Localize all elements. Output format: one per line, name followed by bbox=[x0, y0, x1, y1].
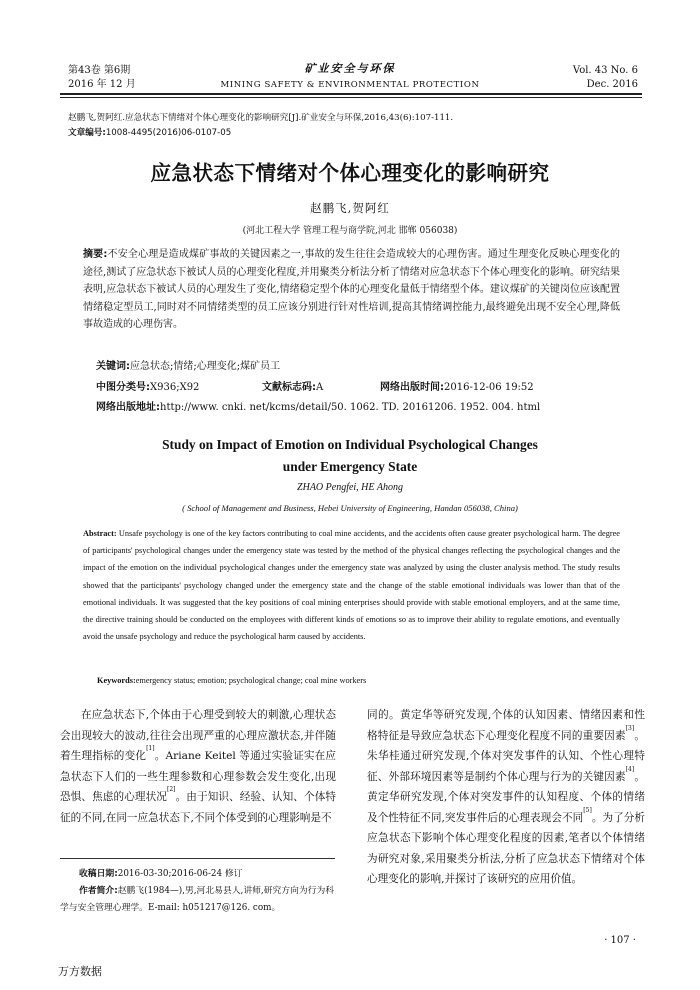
received-label: 收稿日期: bbox=[79, 869, 118, 879]
date-cn: 2016 年 12 月 bbox=[68, 79, 136, 90]
doc-code-value: A bbox=[316, 382, 324, 393]
received-value: 2016-03-30;2016-06-24 修订 bbox=[117, 869, 243, 879]
footnote bbox=[60, 866, 336, 917]
abstract-en bbox=[83, 525, 620, 645]
journal-name-cn: 矿业安全与环保 bbox=[304, 62, 396, 75]
header-rule-thin bbox=[60, 97, 642, 98]
article-number-label: 文章编号: bbox=[68, 128, 106, 138]
keywords-en-label: Keywords: bbox=[97, 676, 136, 685]
doc-code-label: 文献标志码: bbox=[262, 382, 316, 393]
ref-3[interactable]: [3] bbox=[625, 724, 635, 732]
ref-2[interactable]: [2] bbox=[167, 786, 176, 793]
title-en bbox=[0, 434, 700, 478]
authors-en: ZHAO Pengfei, HE Ahong bbox=[297, 482, 403, 493]
title-en-line1: Study on Impact of Emotion on Individual Psychological Changes bbox=[162, 437, 538, 452]
abstract-en-label: Abstract: bbox=[83, 529, 117, 538]
author-bio-label: 作者简介: bbox=[79, 886, 118, 896]
online-pub-time bbox=[380, 378, 534, 393]
header-volume-en bbox=[573, 64, 638, 92]
affiliation-en: ( School of Management and Business, Hebei University of Engineering, Handan 056038, China) bbox=[182, 503, 518, 513]
doc-code bbox=[262, 378, 323, 393]
author-bio-value: 赵鹏飞(1984—),男,河北易县人,讲师,研究方向为行为科学与安全管理心理学。E-mail: h051217@126. com。 bbox=[60, 886, 335, 913]
ref-4[interactable]: [4] bbox=[625, 765, 635, 773]
abstract-cn-label: 摘要: bbox=[83, 249, 108, 260]
clc-label: 中图分类号: bbox=[96, 382, 150, 393]
volume-issue-en: Vol. 43 No. 6 bbox=[572, 65, 638, 76]
ref-5[interactable]: [5] bbox=[583, 806, 592, 814]
watermark: 万方数据 bbox=[58, 965, 102, 978]
abstract-en-text: Unsafe psychology is one of the key factors contributing to coal mine accidents, and the accidents often cause greater psychological harm. The degree of participants' psychological changes under the emergency state was tested by the method of the physical changes reflecting the psychological changes and the impact of the emotion on the individual psychological changes under the emergency state was analyzed by using the cluster analysis method. The study results showed that the participants' psychology changed under the emergency state and the change of the stable emotional individuals was lower than that of the emotional individuals. It was suggested that the key positions of coal mining enterprises should provide with stable emotional employers, and at the same time, the directive training should be conducted on the employees with different kinds of emotions so as to improve their ability to regulate emotions, and eventually avoid the unsafe psychology and reduce the psychological harm caused by accidents. bbox=[83, 529, 620, 642]
clc-value: X936;X92 bbox=[150, 382, 200, 393]
journal-name-en: MINING SAFETY & ENVIRONMENTAL PROTECTION bbox=[220, 80, 480, 90]
author-bio bbox=[60, 883, 336, 917]
online-pub-time-label: 网络出版时间: bbox=[380, 382, 444, 393]
online-pub-url bbox=[96, 398, 540, 413]
keywords-en-text: emergency status; emotion; psychological change; coal mine workers bbox=[135, 676, 367, 685]
keywords-cn-label: 关键词: bbox=[96, 361, 130, 372]
authors-cn: 赵鹏飞,贺阿红 bbox=[310, 201, 390, 215]
keywords-cn bbox=[96, 357, 280, 372]
footnote-rule bbox=[60, 858, 335, 859]
ref-1[interactable]: [1] bbox=[146, 745, 155, 752]
article-number-value: 1008-4495(2016)06-0107-05 bbox=[105, 128, 232, 138]
keywords-en bbox=[97, 676, 366, 685]
body-column-left: 在应急状态下,个体由于心理受到较大的刺激,心理状态会出现较大的波动,往往会出现严重的心理应激状态,并伴随着生理指标的变化[1]。Ariane Keitel 等通过实验证实在应急状态下人们的一些生理参数和心理参数会发生变化,出现恐惧、焦虑的心理状况[2]。由于知识、经验、认知、个体特征的不同,在同一应急状态下,不同个体受到的心理影响是不 bbox=[60, 709, 336, 824]
article-number bbox=[68, 126, 231, 138]
page-number: · 107 · bbox=[604, 935, 636, 946]
online-pub-url-value[interactable]: http://www. cnki. net/kcms/detail/50. 1062. TD. 20161206. 1952. 004. html bbox=[160, 402, 541, 413]
abstract-cn bbox=[83, 246, 620, 334]
clc-number bbox=[96, 378, 199, 393]
date-en: Dec. 2016 bbox=[586, 79, 638, 90]
volume-issue-cn: 第43卷 第6期 bbox=[68, 65, 131, 76]
body-column-right: 同的。黄定华等研究发现,个体的认知因素、情绪因素和性格特征是导致应急状态下心理变化程度不同的重要因素[3]。朱华桂通过研究发现,个体对突发事件的认知、个性心理特征、外部环境因素等是制约个体心理与行为的关键因素[4]。黄定华研究发现,个体对突发事件的认知程度、个体的情绪及个性特征不同,突发事件后的心理表现会不同[5]。为了分析应急状态下影响个体心理变化程度的因素,笔者以个体情绪为研究对象,采用聚类分析法,分析了应急状态下情绪对个体心理变化的影响,并探讨了该研究的应用价值。 bbox=[367, 709, 645, 885]
online-pub-time-value: 2016-12-06 19:52 bbox=[444, 382, 534, 393]
online-pub-url-label: 网络出版地址: bbox=[96, 402, 160, 413]
header-rule-thick bbox=[60, 93, 642, 95]
title-cn: 应急状态下情绪对个体心理变化的影响研究 bbox=[150, 161, 550, 185]
abstract-cn-text: 不安全心理是造成煤矿事故的关键因素之一,事故的发生往往会造成较大的心理伤害。通过生理变化反映心理变化的途径,测试了应急状态下被试人员的心理变化程度,并用聚类分析法分析了情绪对应急状态下个体心理变化的影响。研究结果表明,应急状态下被试人员的心理发生了变化,情绪稳定型个体的心理变化量低于情绪型个体。建议煤矿的关键岗位应该配置情绪稳定型员工,同时对不同情绪类型的员工应该分别进行针对性培训,提高其情绪调控能力,最终避免出现不安全心理,降低事故造成的心理伤害。 bbox=[83, 249, 620, 330]
affiliation-cn: (河北工程大学 管理工程与商学院,河北 邯郸 056038) bbox=[242, 226, 458, 236]
citation: 赵鹏飞,贺阿红.应急状态下情绪对个体心理变化的影响研究[J].矿业安全与环保,2016,43(6):107-111. bbox=[68, 113, 454, 123]
received-date bbox=[60, 866, 336, 883]
keywords-cn-text: 应急状态;情绪;心理变化;煤矿员工 bbox=[130, 361, 281, 372]
title-en-line2: under Emergency State bbox=[282, 459, 418, 474]
